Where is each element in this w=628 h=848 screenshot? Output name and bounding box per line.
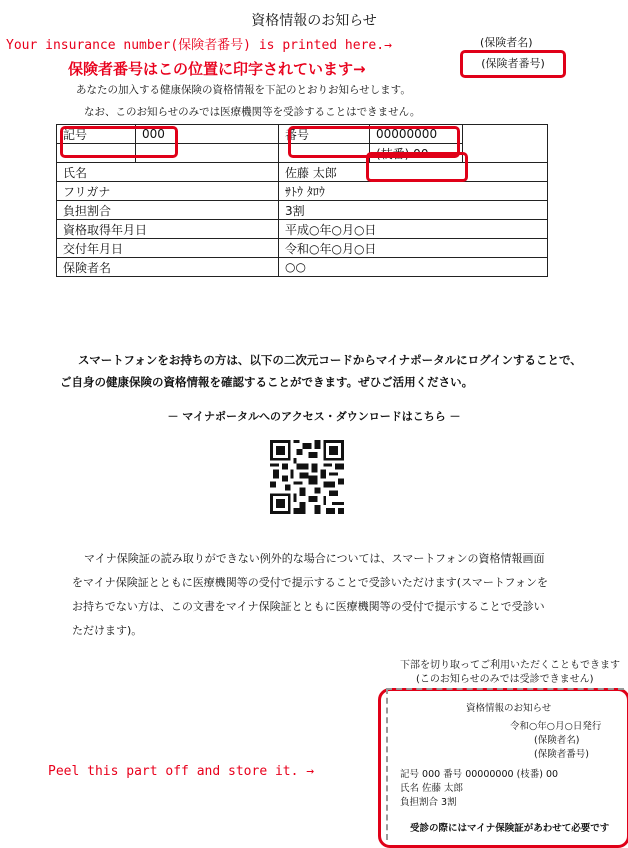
table-row-value: 佐藤 太郎 (279, 163, 548, 182)
insurer-name-placeholder: (保険者名) (480, 36, 533, 49)
bango-value: 00000000 (370, 125, 463, 144)
exception-line-2: をマイナ保険証とともに医療機関等の受付で提示することで受診いただけます(スマートフォンを (72, 576, 548, 589)
exception-line-4: ただけます)。 (72, 624, 143, 637)
insurer-number-box: (保険者番号) (460, 50, 566, 78)
smartphone-line-1: スマートフォンをお持ちの方は、以下の二次元コードからマイナポータルにログインすることで、 (78, 353, 582, 367)
table-row-label: フリガナ (57, 182, 279, 201)
table-row-value: ｻﾄｳ ﾀﾛｳ (279, 182, 548, 201)
cutout-issued-date: 令和○年○月○日発行 (510, 721, 602, 732)
table-row-label: 氏名 (57, 163, 279, 182)
cutout-ratio-line: 負担割合 3割 (400, 797, 457, 808)
table-row-value: ○○ (279, 258, 548, 277)
annotation-japanese: 保険者番号はこの位置に印字されています→ (68, 60, 366, 78)
cutout-note-2: (このお知らせのみでは受診できません) (416, 674, 594, 685)
cutout-insurer-name: (保険者名) (534, 735, 580, 746)
intro-line-1: あなたの加入する健康保険の資格情報を下記のとおりお知らせします。 (76, 84, 411, 96)
table-row-value: 平成○年○月○日 (279, 220, 548, 239)
table-row-label: 資格取得年月日 (57, 220, 279, 239)
table-row-label: 保険者名 (57, 258, 279, 277)
kigo-highlight (60, 126, 178, 158)
annotation-english: Your insurance number(保険者番号) is printed here.→ (6, 38, 392, 53)
qr-code[interactable] (270, 440, 344, 514)
exception-line-3: お持ちでない方は、この文書をマイナ保険証とともに医療機関等の受付で提示することで受診い (72, 600, 545, 613)
table-row-value: 令和○年○月○日 (279, 239, 548, 258)
intro-line-2: なお、このお知らせのみでは医療機関等を受診することはできません。 (84, 106, 421, 118)
portal-access-label: － マイナポータルへのアクセス・ダウンロードはこちら － (167, 410, 461, 423)
edaban-value: (枝番) 00 (370, 144, 463, 163)
kigo-label: 記号 (57, 125, 136, 144)
page-title: 資格情報のお知らせ (251, 13, 377, 29)
kigo-value: 000 (136, 125, 279, 144)
cutout-footer: 受診の際にはマイナ保険証があわせて必要です (410, 823, 610, 834)
table-row-label: 交付年月日 (57, 239, 279, 258)
cutout-title: 資格情報のお知らせ (466, 703, 552, 714)
cutout-insurer-number: (保険者番号) (534, 749, 589, 760)
cutout-name-line: 氏名 佐藤 太郎 (400, 783, 464, 794)
table-row-label: 負担割合 (57, 201, 279, 220)
table-row-value: 3割 (279, 201, 548, 220)
smartphone-line-2: ご自身の健康保険の資格情報を確認することができます。ぜひご活用ください。 (60, 375, 474, 389)
exception-line-1: マイナ保険証の読み取りができない例外的な場合については、スマートフォンの資格情報画面 (84, 552, 545, 565)
cutout-note-1: 下部を切り取ってご利用いただくこともできます (400, 660, 620, 671)
cutout-id-line: 記号 000 番号 00000000 (枝番) 00 (400, 769, 559, 780)
edaban-highlight (366, 152, 468, 182)
peel-annotation: Peel this part off and store it. → (48, 764, 315, 779)
bango-label: 番号 (279, 125, 370, 144)
